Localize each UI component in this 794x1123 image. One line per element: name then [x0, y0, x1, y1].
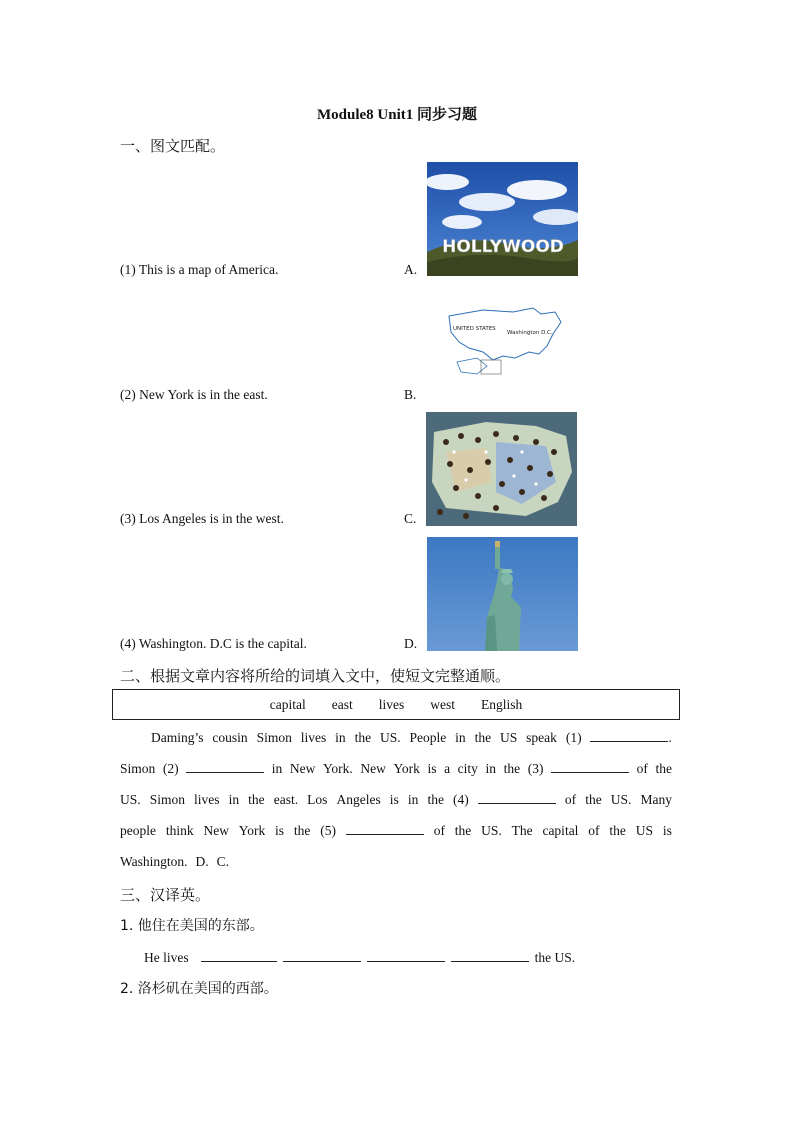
passage-word: New — [360, 761, 386, 776]
blank-underline[interactable] — [590, 727, 668, 742]
passage-word: US — [635, 823, 653, 838]
passage-line-5 — [120, 846, 672, 877]
passage-word: in — [228, 792, 240, 807]
option-a-label: A. — [404, 262, 418, 277]
passage-line-4 — [120, 815, 672, 846]
passage-line-1 — [120, 722, 672, 753]
section2-heading: 二、根据文章内容将所给的词填入文中，使短文完整通顺。 — [120, 667, 511, 685]
passage-word: the — [248, 792, 265, 807]
passage-word: city — [457, 761, 478, 776]
passage-line-2 — [120, 753, 672, 784]
map-label-washington: Washington D.C. — [507, 330, 553, 336]
passage-line-3 — [120, 784, 672, 815]
passage-word: east. — [273, 792, 299, 807]
passage-word: Simon — [149, 792, 185, 807]
passage-word: (4) — [453, 792, 469, 807]
passage-word: D. — [195, 854, 209, 869]
passage-word: the — [354, 730, 372, 745]
passage-word: US — [500, 730, 518, 745]
passage-word: in — [485, 761, 497, 776]
passage-word: US. — [379, 730, 401, 745]
translation-q2: 2. 洛杉矶在美国的西部。 — [120, 981, 278, 997]
passage-word: (1) — [565, 730, 582, 745]
answer-blank[interactable] — [451, 947, 529, 962]
passage-word: the — [655, 761, 672, 776]
passage-word: the — [474, 730, 492, 745]
passage-word: Simon — [120, 761, 156, 776]
passage-word: in — [271, 761, 283, 776]
passage-word: Washington. — [120, 854, 188, 869]
answer-blank[interactable] — [201, 947, 277, 962]
passage-word: US. — [120, 792, 141, 807]
passage-word: in — [407, 792, 419, 807]
passage-word: is — [275, 823, 285, 838]
passage-word: a — [444, 761, 451, 776]
translation-q1: 1. 他住在美国的东部。 — [120, 918, 264, 934]
passage-word: Simon — [256, 730, 292, 745]
passage-word: the — [454, 823, 472, 838]
passage-word: is — [427, 761, 437, 776]
match-item-4: (4) Washington. D.C is the capital. — [120, 636, 307, 651]
blank-underline[interactable] — [478, 789, 556, 804]
passage-word: the — [503, 761, 521, 776]
passage-word: is — [389, 792, 399, 807]
passage-word: People — [409, 730, 447, 745]
passage-word: US. — [610, 792, 632, 807]
option-d-label: D. — [404, 636, 418, 651]
cloze-blank[interactable] — [478, 784, 556, 815]
passage-word: US. — [481, 823, 502, 838]
passage-word: capital — [542, 823, 579, 838]
usa-outline-map-image — [443, 302, 567, 378]
word-bank-box — [112, 689, 680, 720]
word-bank-word: capital — [269, 696, 306, 712]
passage-word: of — [588, 823, 600, 838]
passage-word: the — [293, 823, 311, 838]
match-item-2: (2) New York is in the east. — [120, 387, 268, 402]
hollywood-sign-text: HOLLYWOOD — [442, 237, 564, 257]
page-title: Module8 Unit1 同步习题 — [316, 107, 477, 123]
word-bank-word: English — [480, 696, 523, 712]
passage-word: of — [564, 792, 577, 807]
blank-underline[interactable] — [346, 820, 424, 835]
cloze-passage — [120, 722, 672, 877]
passage-word: in — [455, 730, 466, 745]
passage-word: speak — [526, 730, 557, 745]
option-c-label: C. — [404, 511, 417, 526]
cloze-blank[interactable] — [186, 753, 264, 784]
passage-word: Los — [307, 792, 328, 807]
answer-blank[interactable] — [283, 947, 361, 962]
passage-word: York — [393, 761, 420, 776]
cloze-blank[interactable] — [551, 753, 629, 784]
hollywood-sign-image — [427, 162, 578, 276]
passage-word: is — [662, 823, 672, 838]
map-label-united-states: UNITED STATES — [453, 326, 496, 332]
passage-word: in — [335, 730, 346, 745]
word-bank-word: east — [331, 696, 353, 712]
option-b-label: B. — [404, 387, 417, 402]
word-bank-word: west — [430, 696, 455, 712]
passage-word: (5) — [320, 823, 336, 838]
passage-word: of — [433, 823, 445, 838]
blank-underline[interactable] — [551, 758, 629, 773]
punctuation: . — [668, 730, 672, 745]
passage-word: lives — [194, 792, 220, 807]
pictorial-usa-map-image — [426, 412, 577, 526]
passage-word: York. — [323, 761, 353, 776]
match-item-3: (3) Los Angeles is in the west. — [120, 511, 284, 526]
passage-word: the — [585, 792, 602, 807]
passage-word: New — [203, 823, 229, 838]
blank-underline[interactable] — [186, 758, 264, 773]
passage-word: the — [427, 792, 444, 807]
passage-word: Angeles — [336, 792, 381, 807]
cloze-blank[interactable] — [590, 722, 671, 753]
passage-word: lives — [300, 730, 327, 745]
word-bank-word: lives — [378, 696, 405, 712]
answer-end-text: the US. — [534, 950, 576, 965]
passage-word: the — [609, 823, 626, 838]
answer-start-text: He lives — [144, 950, 189, 965]
match-item-1: (1) This is a map of America. — [120, 262, 279, 277]
passage-word: think — [165, 823, 194, 838]
answer-blank[interactable] — [367, 947, 445, 962]
passage-word: cousin — [212, 730, 248, 745]
statue-of-liberty-image — [427, 537, 578, 651]
passage-word: people — [120, 823, 156, 838]
section3-heading: 三、汉译英。 — [120, 886, 211, 904]
passage-word: of — [636, 761, 648, 776]
cloze-blank[interactable] — [346, 815, 424, 846]
passage-word: Many — [640, 792, 672, 807]
translation-q1-answer-line — [144, 947, 575, 966]
passage-word: Daming’s — [151, 730, 204, 745]
passage-word: (2) — [162, 761, 179, 776]
passage-word: The — [511, 823, 533, 838]
passage-word: York — [238, 823, 266, 838]
section1-heading: 一、图文匹配。 — [120, 137, 226, 155]
passage-word: New — [289, 761, 316, 776]
passage-word: (3) — [527, 761, 544, 776]
passage-word: C. — [216, 854, 230, 869]
